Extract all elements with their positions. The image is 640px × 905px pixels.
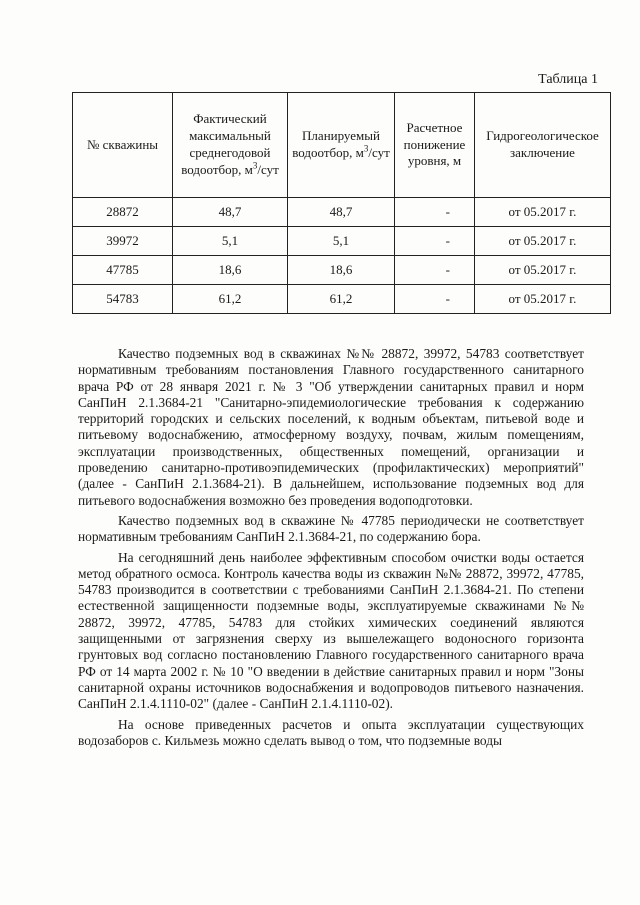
document-body [78,346,584,753]
cell-actual: 61,2 [173,285,288,314]
paragraph-reverse-osmosis: На сегодняшний день наиболее эффективным способом очистки воды остается метод обратного осмоса. Контроль качества воды из скважин №№ 28872, 39972, 47785, 54783 производится в соответствии с требованиями СанПиН 2.1.3684-21. По степени естественной защищенности подземные воды, эксплуатируемые скважинами №№ 28872, 39972, 47785, 54783 для стойких химических соединений являются защищенными от загрязнения сверху из вышележащего водоносного горизонта грунтовых вод согласно постановлению Главного государственного санитарного врача РФ от 14 марта 2002 г. № 10 "О введении в действие санитарных правил и норм "Зоны санитарной охраны источников водоснабжения и водопроводов питьевого назначения. СанПиН 2.1.4.1110-02" (далее - СанПиН 2.1.4.1110-02). [78,549,584,712]
cell-drawdown: - [395,198,475,227]
table-row [73,285,611,314]
cell-well: 54783 [73,285,173,314]
header-well-number: № скважины [73,93,173,198]
cell-well: 47785 [73,256,173,285]
cell-drawdown: - [395,285,475,314]
cell-conclusion: от 05.2017 г. [475,227,611,256]
header-actual-withdrawal: Фактический максимальный среднегодовой водоотбор, $м^3$/сут [173,93,288,198]
table-header-row [73,93,611,198]
cell-planned: 48,7 [288,198,395,227]
cell-drawdown: - [395,227,475,256]
header-conclusion: Гидрогеологическое заключение [475,93,611,198]
table-row [73,256,611,285]
cell-conclusion: от 05.2017 г. [475,256,611,285]
table-row [73,198,611,227]
cell-actual: 5,1 [173,227,288,256]
cell-planned: 61,2 [288,285,395,314]
paragraph-water-quality: Качество подземных вод в скважинах №№ 28872, 39972, 54783 соответствует нормативным требованиям постановления Главного государственного санитарного врача РФ от 28 января 2021 г. № 3 "Об утверждении санитарных правил и норм СанПиН 2.1.3684-21 "Санитарно-эпидемиологические требования к содержанию территорий городских и сельских поселений, к водным объектам, питьевой воде и питьевому водоснабжению, атмосферному воздуху, почвам, жилым помещениям, эксплуатации производственных, общественных помещений, организации и проведению санитарно-противоэпидемических (профилактических) мероприятий" (далее - СанПиН 2.1.3684-21). В дальнейшем, использование подземных вод для питьевого водоснабжения возможно без проведения водоподготовки. [78,346,584,508]
header-planned-withdrawal: Планируемый водоотбор, $м^3$/сут [288,93,395,198]
cell-drawdown: - [395,256,475,285]
cell-planned: 5,1 [288,227,395,256]
table-label: Таблица 1 [538,72,598,87]
cell-actual: 48,7 [173,198,288,227]
paragraph-boron: Качество подземных вод в скважине № 47785 периодически не соответствует нормативным требованиям СанПиН 2.1.3684-21, по содержанию бора. [78,512,584,545]
header-drawdown: Расчетное понижение уровня, м [395,93,475,198]
cell-conclusion: от 05.2017 г. [475,198,611,227]
cell-well: 39972 [73,227,173,256]
cell-conclusion: от 05.2017 г. [475,285,611,314]
cell-planned: 18,6 [288,256,395,285]
table-row [73,227,611,256]
wells-table [72,92,611,314]
cell-well: 28872 [73,198,173,227]
cell-actual: 18,6 [173,256,288,285]
paragraph-conclusion: На основе приведенных расчетов и опыта эксплуатации существующих водозаборов с. Кильмезь можно сделать вывод о том, что подземные воды [78,716,584,748]
